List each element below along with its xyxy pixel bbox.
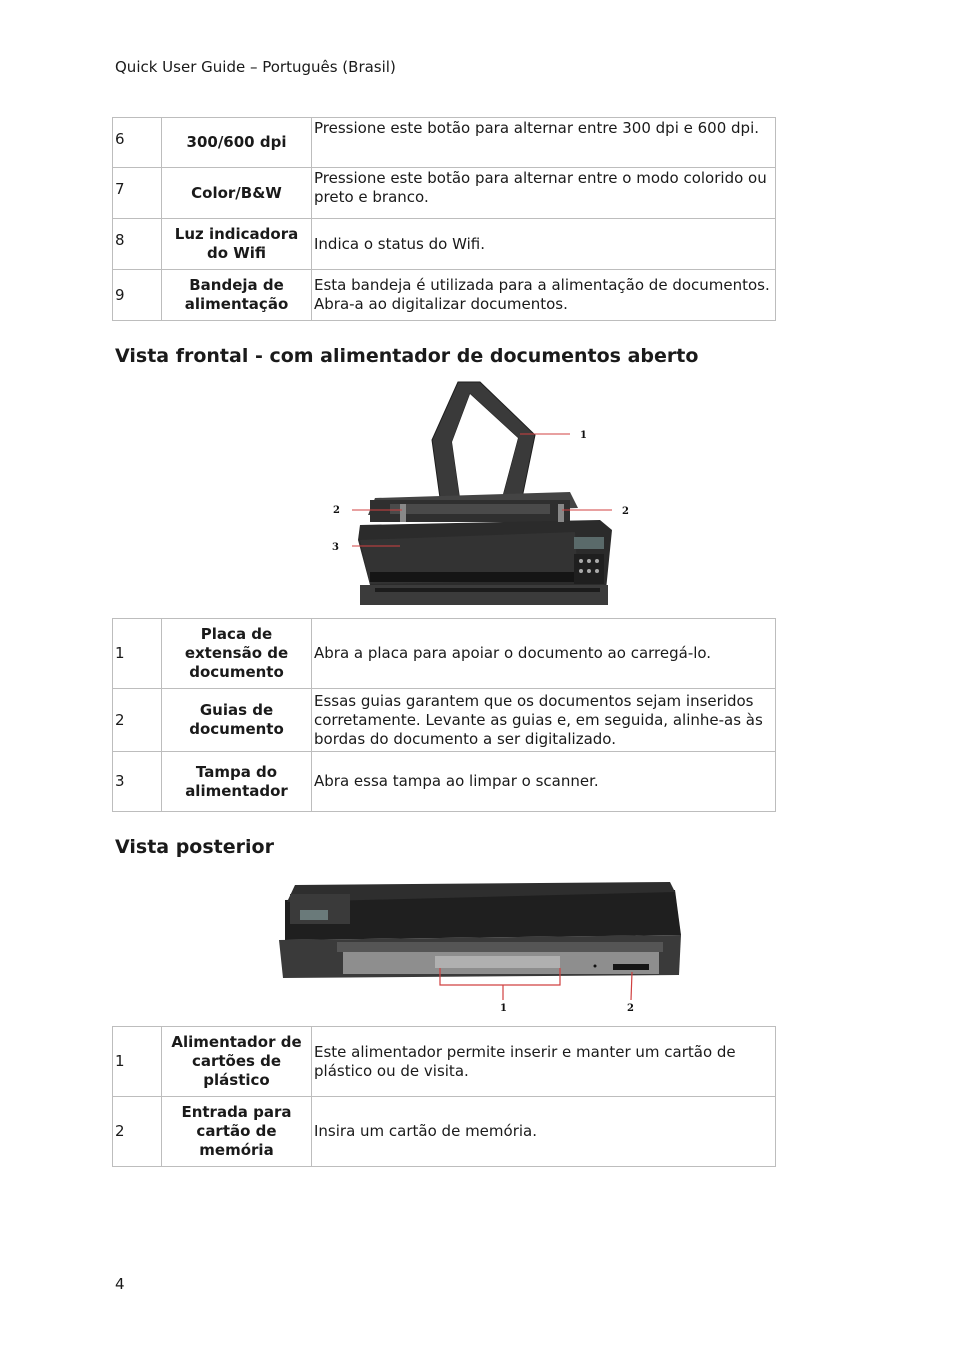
row-description: Esta bandeja é utilizada para a alimentação de documentos. Abra-a ao digitalizar documentos.: [312, 270, 776, 321]
row-name: Color/B&W: [162, 168, 312, 219]
row-description: Essas guias garantem que os documentos sejam inseridos corretamente. Levante as guias e, em seguida, alinhe-as às bordas do documento a ser digitalizado.: [312, 689, 776, 752]
row-description: Indica o status do Wifi.: [312, 219, 776, 270]
row-description: Pressione este botão para alternar entre o modo colorido ou preto e branco.: [312, 168, 776, 219]
table-row: [113, 270, 776, 321]
row-description: Pressione este botão para alternar entre 300 dpi e 600 dpi.: [312, 118, 776, 168]
row-number: 1: [113, 1027, 162, 1097]
table-row: [113, 219, 776, 270]
row-number: 1: [113, 619, 162, 689]
row-description: Este alimentador permite inserir e manter um cartão de plástico ou de visita.: [312, 1027, 776, 1097]
row-number: 3: [113, 752, 162, 812]
row-name: Guias de documento: [162, 689, 312, 752]
row-number: 6: [113, 118, 162, 168]
table-row: [113, 619, 776, 689]
row-name: Entrada para cartão de memória: [162, 1097, 312, 1167]
row-name: Alimentador de cartões de plástico: [162, 1027, 312, 1097]
scanner-rear-view-image: [275, 880, 685, 1015]
row-number: 2: [113, 689, 162, 752]
rear-view-table: [112, 1026, 776, 1167]
table-row: [113, 689, 776, 752]
row-name: Placa de extensão de documento: [162, 619, 312, 689]
front-view-table: [112, 618, 776, 812]
table-row: [113, 1027, 776, 1097]
row-description: Abra essa tampa ao limpar o scanner.: [312, 752, 776, 812]
page-header: Quick User Guide – Português (Brasil): [115, 58, 396, 76]
callout-label: 2: [622, 506, 629, 517]
row-name: Bandeja de alimentação: [162, 270, 312, 321]
row-number: 2: [113, 1097, 162, 1167]
callout-label: 1: [500, 1003, 507, 1014]
table-row: [113, 168, 776, 219]
scanner-front-view-image: [330, 380, 640, 612]
callout-label: 2: [627, 1003, 634, 1014]
callout-label: 2: [333, 505, 340, 516]
row-description: Insira um cartão de memória.: [312, 1097, 776, 1167]
table-row: [113, 752, 776, 812]
section-heading-rear: Vista posterior: [115, 836, 274, 858]
row-name: Luz indicadora do Wifi: [162, 219, 312, 270]
table-row: [113, 118, 776, 168]
section-heading-front: Vista frontal - com alimentador de documentos aberto: [115, 345, 699, 367]
callout-label: 3: [332, 542, 339, 553]
callout-label: 1: [580, 430, 587, 441]
row-name: 300/600 dpi: [162, 118, 312, 168]
controls-table: [112, 117, 776, 321]
row-number: 8: [113, 219, 162, 270]
row-description: Abra a placa para apoiar o documento ao carregá-lo.: [312, 619, 776, 689]
row-name: Tampa do alimentador: [162, 752, 312, 812]
table-row: [113, 1097, 776, 1167]
page-number: 4: [115, 1275, 125, 1293]
row-number: 7: [113, 168, 162, 219]
row-number: 9: [113, 270, 162, 321]
